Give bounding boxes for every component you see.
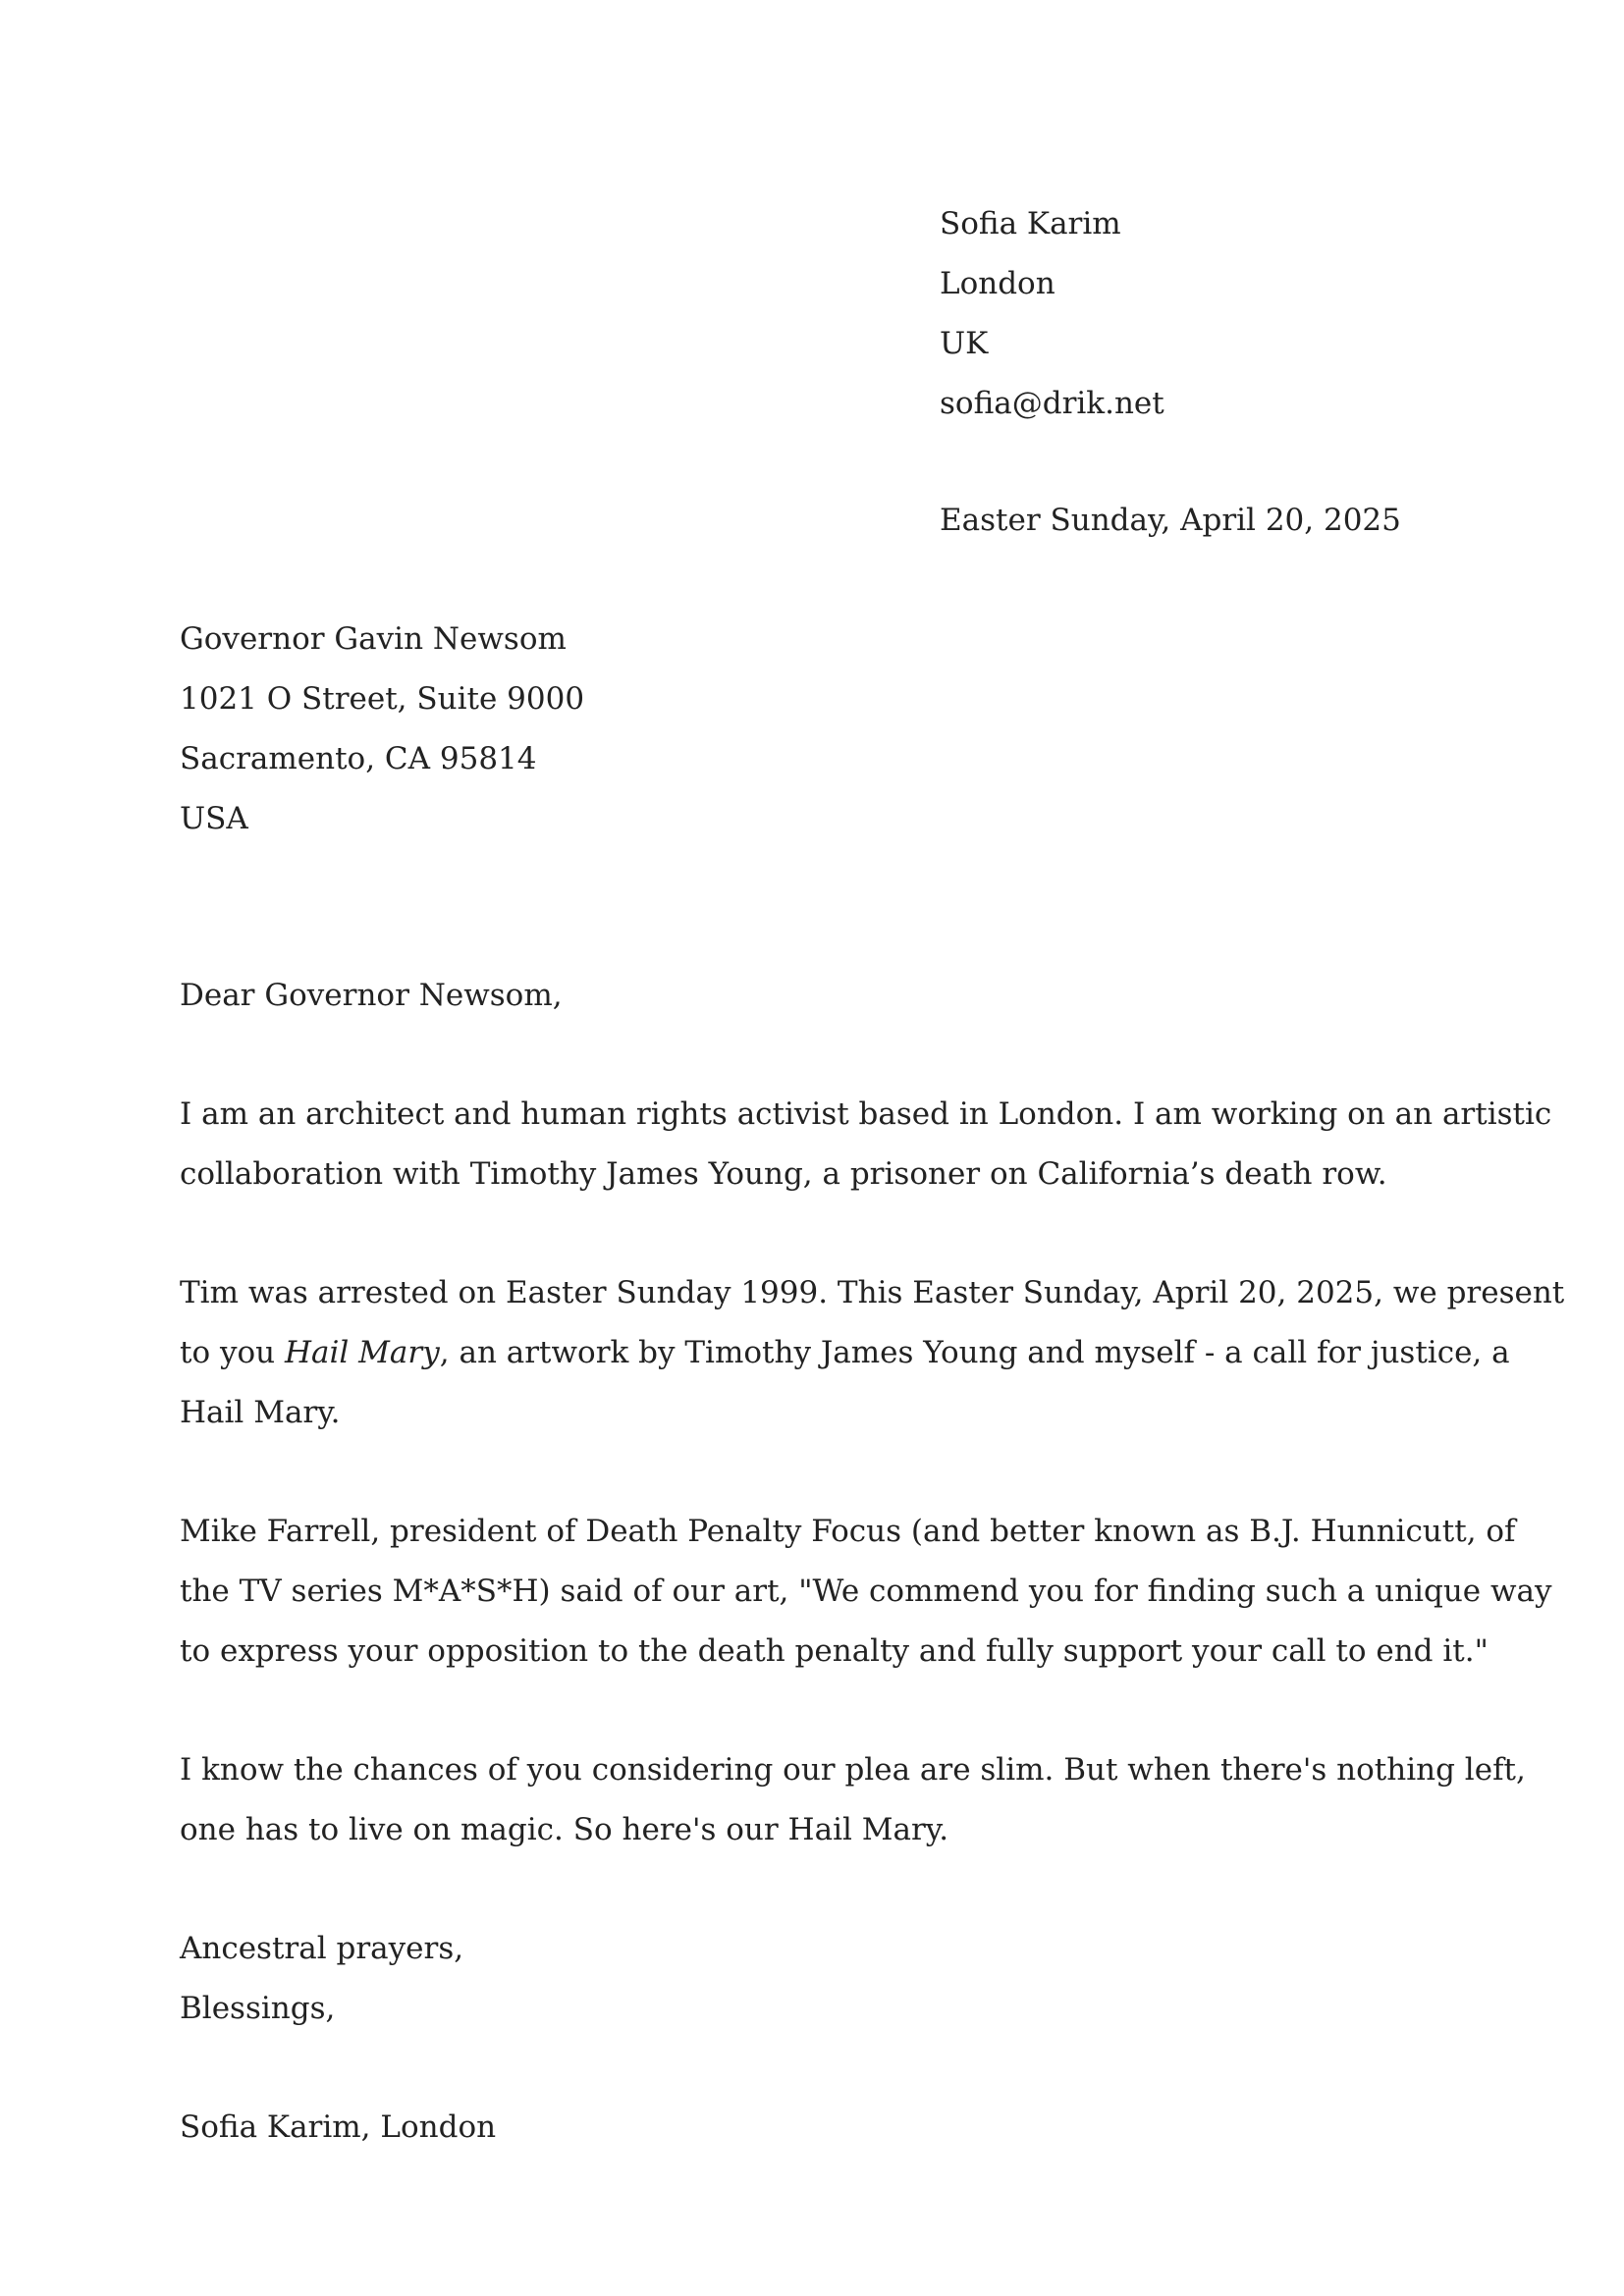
salutation-paragraph [180, 966, 1456, 1026]
recipient-country: USA [180, 801, 248, 836]
sender-address-block [940, 194, 1164, 434]
paragraph-1-line-2: collaboration with Timothy James Young, a prisoner on California’s death row. [180, 1156, 1387, 1192]
paragraph-1-line-1: I am an architect and human rights activist based in London. I am working on an artistic [180, 1096, 1552, 1132]
paragraph-2-line-2-start: to you [180, 1335, 285, 1370]
recipient-city-state-zip: Sacramento, CA 95814 [180, 741, 537, 776]
recipient-name: Governor Gavin Newsom [180, 621, 567, 657]
closing-line-1: Ancestral prayers, [180, 1931, 464, 1966]
artwork-title: Hail Mary [284, 1335, 440, 1370]
letter-body [180, 966, 1565, 2216]
closing-line-2: Blessings, [180, 1991, 336, 2026]
paragraph-3-line-3: to express your opposition to the death penalty and fully support your call to end it." [180, 1633, 1489, 1669]
paragraph-2-line-2 [180, 1323, 1510, 1383]
recipient-address-block [180, 610, 584, 849]
paragraph-2 [180, 1263, 1565, 1443]
salutation: Dear Governor Newsom, [180, 978, 563, 1013]
letter-date-block [940, 491, 1401, 551]
recipient-street: 1021 O Street, Suite 9000 [180, 681, 585, 717]
sender-name: Sofia Karim [940, 206, 1121, 241]
paragraph-3-line-1: Mike Farrell, president of Death Penalty Focus (and better known as B.J. Hunnicutt, of [180, 1514, 1516, 1549]
letter-date: Easter Sunday, April 20, 2025 [940, 503, 1401, 538]
paragraph-4-line-1: I know the chances of you considering our plea are slim. But when there's nothing left, [180, 1752, 1526, 1788]
paragraph-4 [180, 1740, 1526, 1860]
sender-country: UK [940, 326, 989, 361]
paragraph-4-line-2: one has to live on magic. So here's our Hail Mary. [180, 1812, 949, 1847]
paragraph-3 [180, 1502, 1552, 1682]
paragraph-3-line-2: the TV series M*A*S*H) said of our art, "We commend you for finding such a unique way [180, 1574, 1552, 1609]
signature-block [180, 2098, 1456, 2158]
sender-email: sofia@drik.net [940, 386, 1164, 421]
closing-block [180, 1919, 1456, 2039]
paragraph-2-line-3: Hail Mary. [180, 1395, 341, 1430]
paragraph-1 [180, 1085, 1552, 1204]
signature: Sofia Karim, London [180, 2109, 497, 2145]
sender-city: London [940, 266, 1056, 301]
paragraph-2-line-1: Tim was arrested on Easter Sunday 1999. This Easter Sunday, April 20, 2025, we present [180, 1275, 1565, 1310]
paragraph-2-line-2-end: , an artwork by Timothy James Young and myself - a call for justice, a [439, 1335, 1510, 1370]
